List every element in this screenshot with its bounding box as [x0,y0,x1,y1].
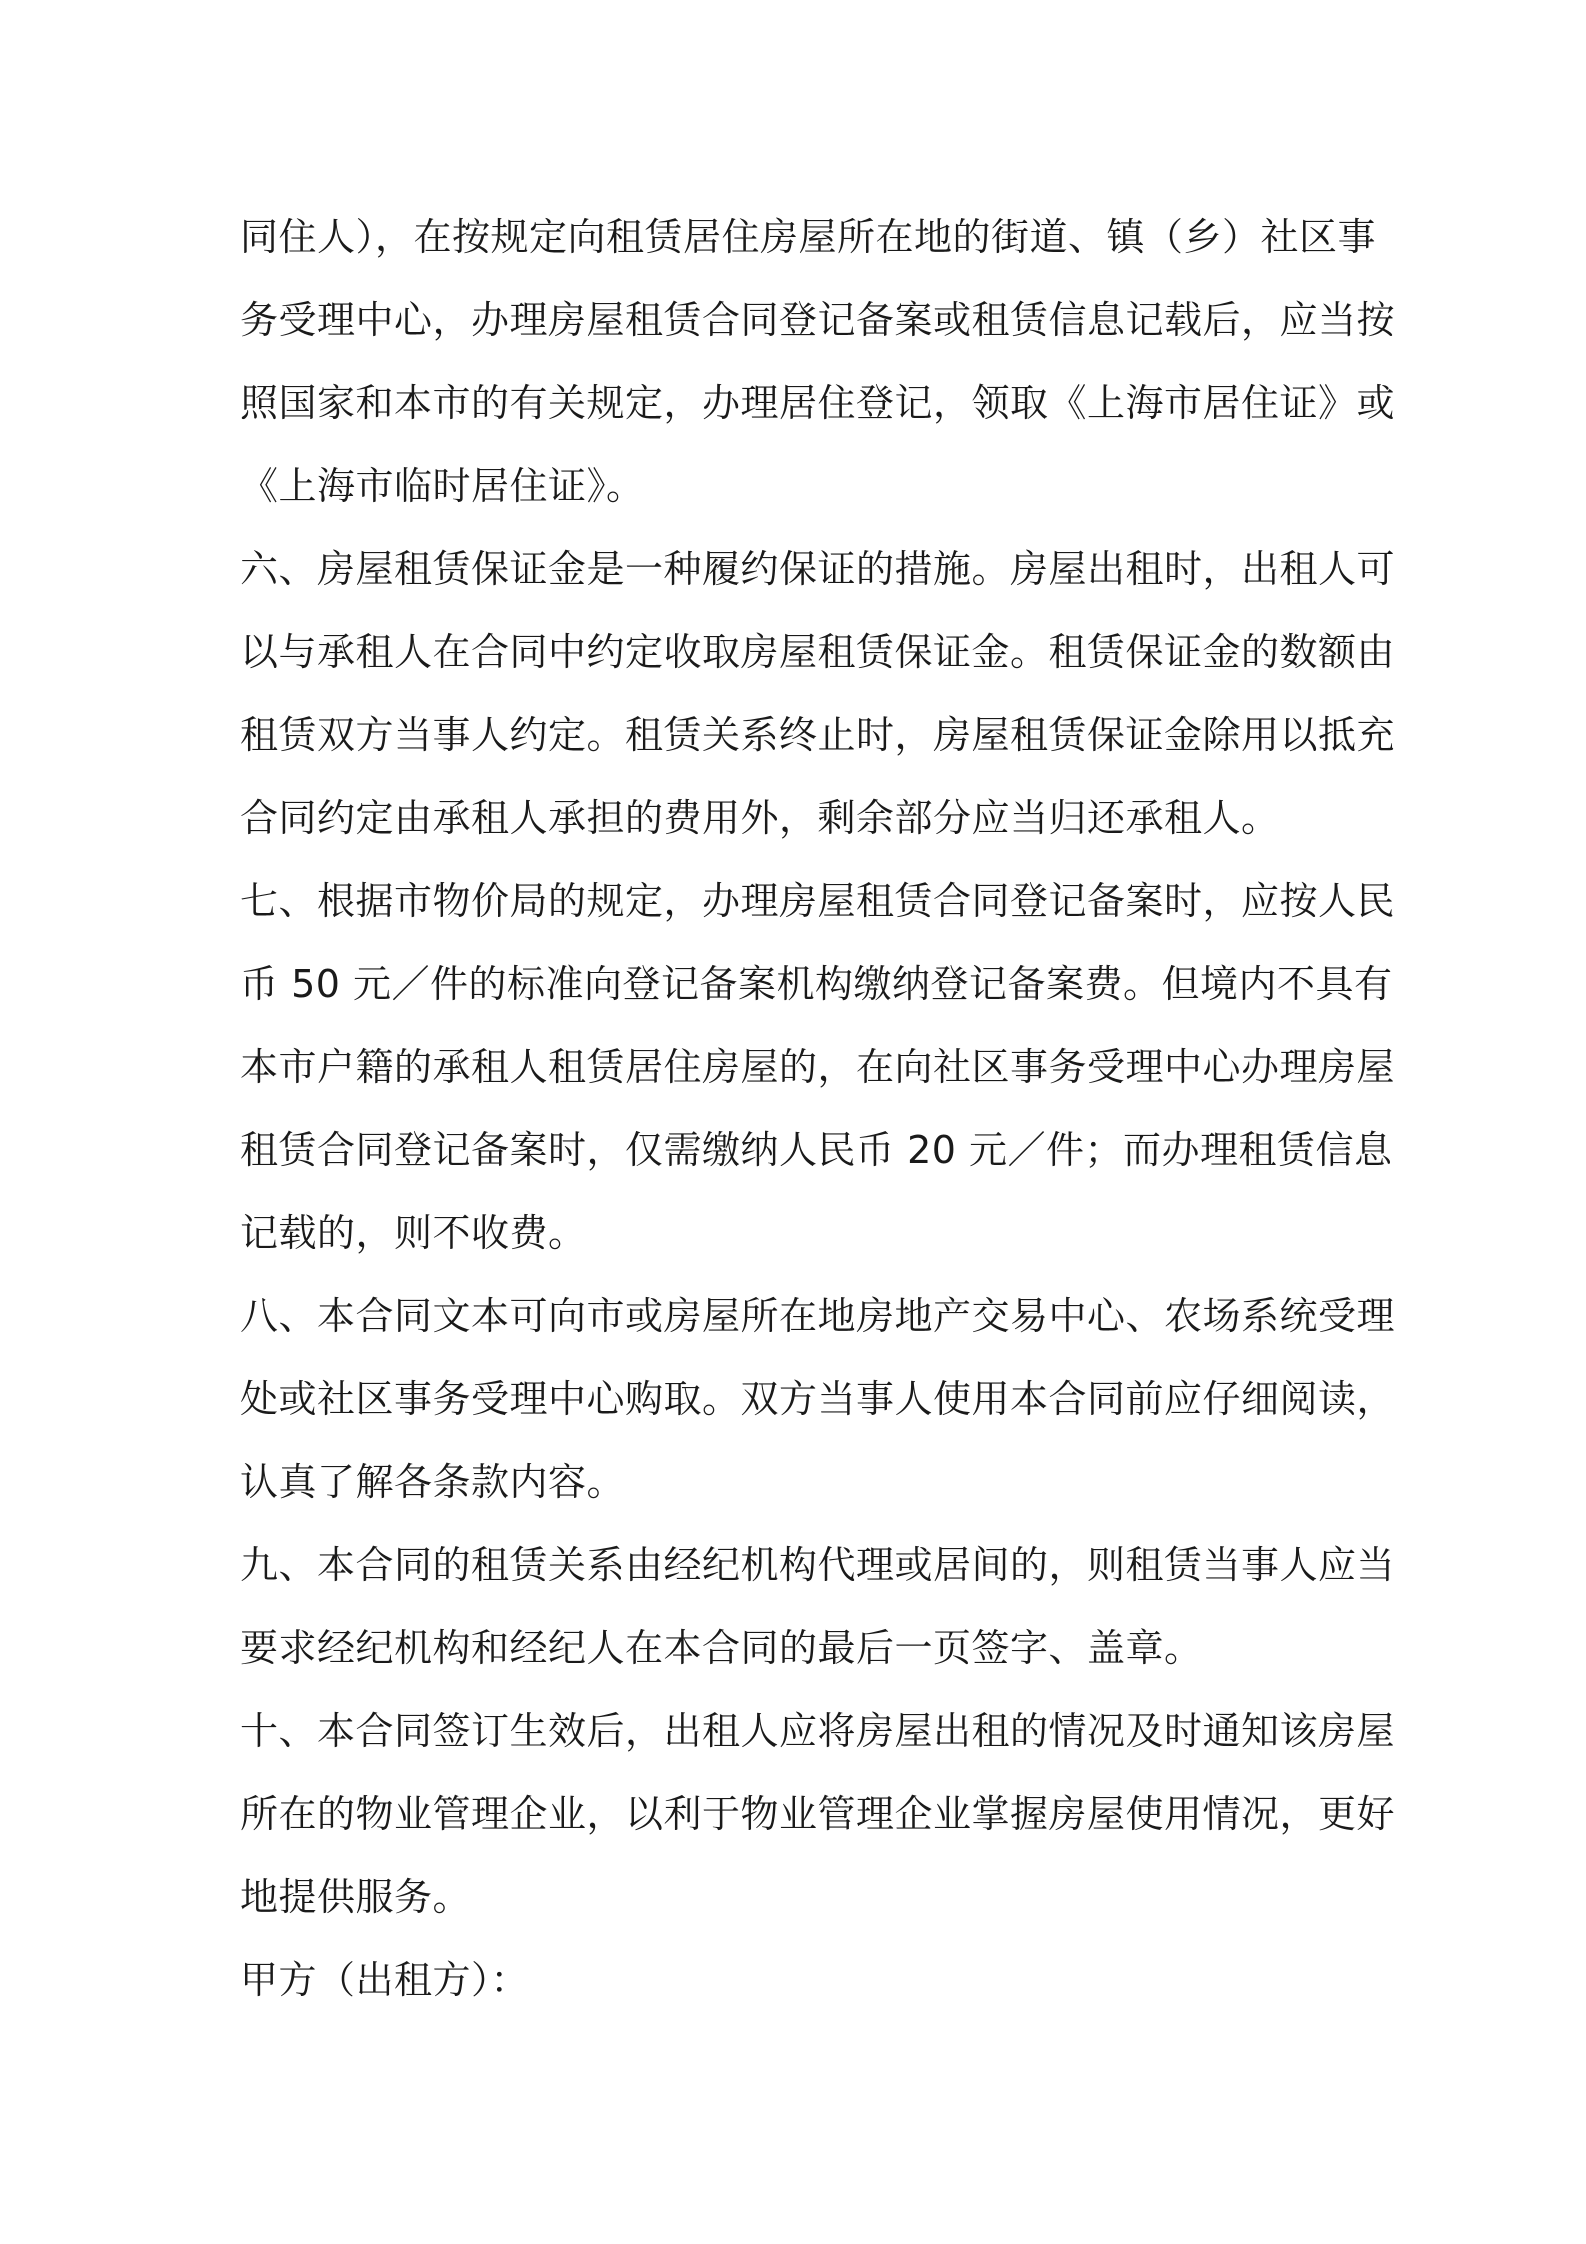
text-line: 要求经纪机构和经纪人在本合同的最后一页签字、盖章。 [240,1626,1203,1670]
text-line: 七、根据市物价局的规定，办理房屋租赁合同登记备案时，应按人民 [240,879,1396,923]
text-line: 租赁双方当事人约定。租赁关系终止时，房屋租赁保证金除用以抵充 [240,713,1396,757]
text-line: 八、本合同文本可向市或房屋所在地房地产交易中心、农场系统受理 [240,1294,1396,1338]
text-line: 记载的，则不收费。 [240,1211,587,1255]
text-line: 《上海市临时居住证》。 [240,464,645,508]
text-line: 同住人），在按规定向租赁居住房屋所在地的街道、镇（乡）社区事 [240,215,1377,259]
text-line: 币 50 元／件的标准向登记备案机构缴纳登记备案费。但境内不具有 [240,962,1393,1006]
text-line: 所在的物业管理企业，以利于物业管理企业掌握房屋使用情况，更好 [240,1792,1396,1836]
text-line: 认真了解各条款内容。 [240,1460,626,1504]
document-body [240,196,1396,2022]
text-line: 务受理中心，办理房屋租赁合同登记备案或租赁信息记载后，应当按 [240,298,1396,342]
party-a-label: 甲方（出租方）： [240,1958,530,2002]
text-line: 十、本合同签订生效后，出租人应将房屋出租的情况及时通知该房屋 [240,1709,1396,1753]
text-line: 本市户籍的承租人租赁居住房屋的，在向社区事务受理中心办理房屋 [240,1045,1396,1089]
text-line: 处或社区事务受理中心购取。双方当事人使用本合同前应仔细阅读， [240,1377,1396,1421]
text-line: 照国家和本市的有关规定，办理居住登记，领取《上海市居住证》或 [240,381,1396,425]
text-line: 合同约定由承租人承担的费用外，剩余部分应当归还承租人。 [240,796,1280,840]
text-line: 租赁合同登记备案时，仅需缴纳人民币 20 元／件；而办理租赁信息 [240,1128,1393,1172]
text-line: 九、本合同的租赁关系由经纪机构代理或居间的，则租赁当事人应当 [240,1543,1396,1587]
text-line: 六、房屋租赁保证金是一种履约保证的措施。房屋出租时，出租人可 [240,547,1396,591]
text-line: 地提供服务。 [240,1875,472,1919]
text-line: 以与承租人在合同中约定收取房屋租赁保证金。租赁保证金的数额由 [240,630,1396,674]
